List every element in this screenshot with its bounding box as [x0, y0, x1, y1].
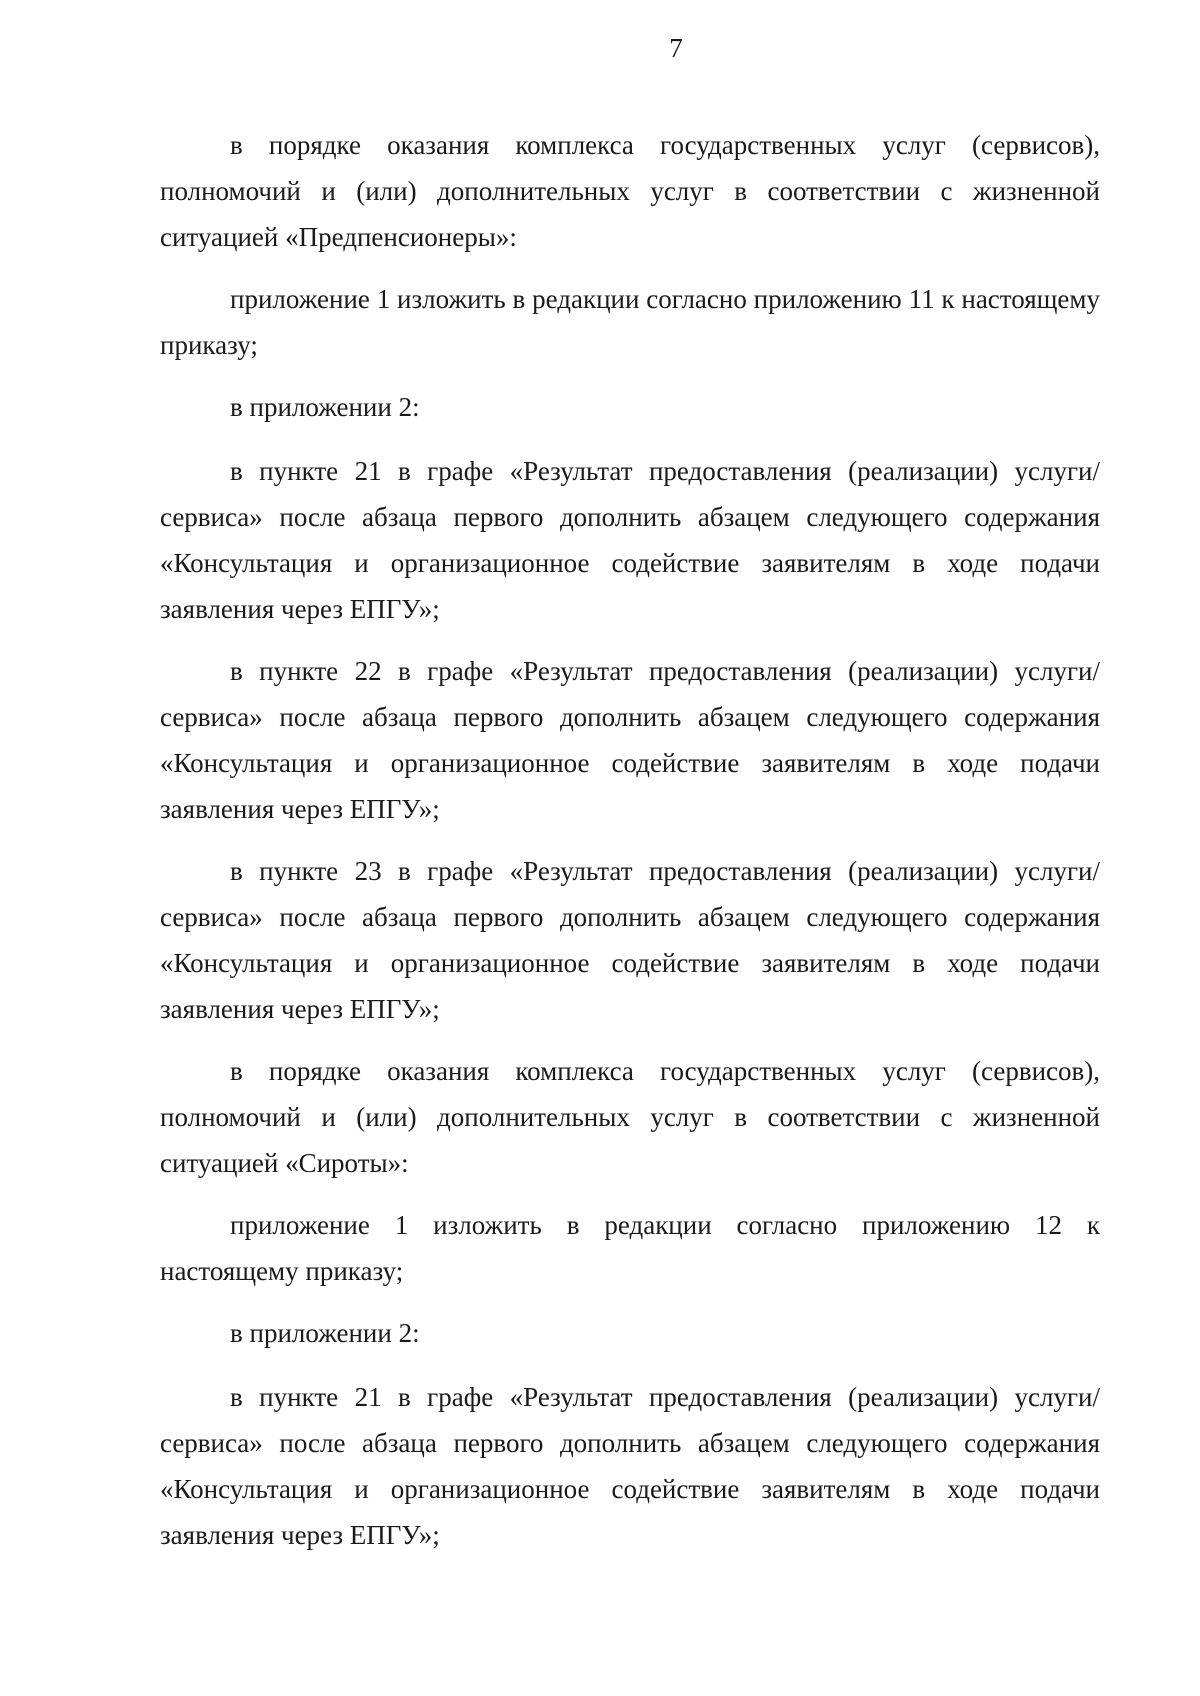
paragraph-point-23: в пункте 23 в графе «Результат предоставления (реализации) услуги/сервиса» после абзаца первого дополнить абзацем следующего содержания «Консультация и организационное содействие заявителям в ходе подачи заявления через ЕПГУ»; [160, 856, 1100, 1024]
paragraph-appendix-1-siroty: приложение 1 изложить в редакции согласно приложению 12 к настоящему приказу; [160, 1210, 1100, 1286]
paragraph-siroty-intro: в порядке оказания комплекса государственных услуг (сервисов), полномочий и (или) дополнительных услуг в соответствии с жизненной ситуацией «Сироты»: [160, 1056, 1100, 1178]
paragraph-point-22: в пункте 22 в графе «Результат предоставления (реализации) услуги/сервиса» после абзаца первого дополнить абзацем следующего содержания «Консультация и организационное содействие заявителям в ходе подачи заявления через ЕПГУ»; [160, 656, 1100, 824]
paragraph-predpensionery-intro: в порядке оказания комплекса государственных услуг (сервисов), полномочий и (или) дополнительных услуг в соответствии с жизненной ситуацией «Предпенсионеры»: [160, 130, 1100, 252]
paragraph-appendix-2-heading: в приложении 2: [230, 1318, 420, 1348]
paragraph-appendix-1-predpensionery: приложение 1 изложить в редакции согласно приложению 11 к настоящему приказу; [160, 284, 1100, 360]
paragraph-point-21: в пункте 21 в графе «Результат предоставления (реализации) услуги/сервиса» после абзаца первого дополнить абзацем следующего содержания «Консультация и организационное содействие заявителям в ходе подачи заявления через ЕПГУ»; [160, 1382, 1100, 1550]
paragraph-point-21: в пункте 21 в графе «Результат предоставления (реализации) услуги/сервиса» после абзаца первого дополнить абзацем следующего содержания «Консультация и организационное содействие заявителям в ходе подачи заявления через ЕПГУ»; [160, 456, 1100, 624]
paragraph-appendix-2-heading: в приложении 2: [230, 392, 420, 422]
document-body [160, 122, 1100, 1574]
page-number: 7 [669, 33, 683, 63]
